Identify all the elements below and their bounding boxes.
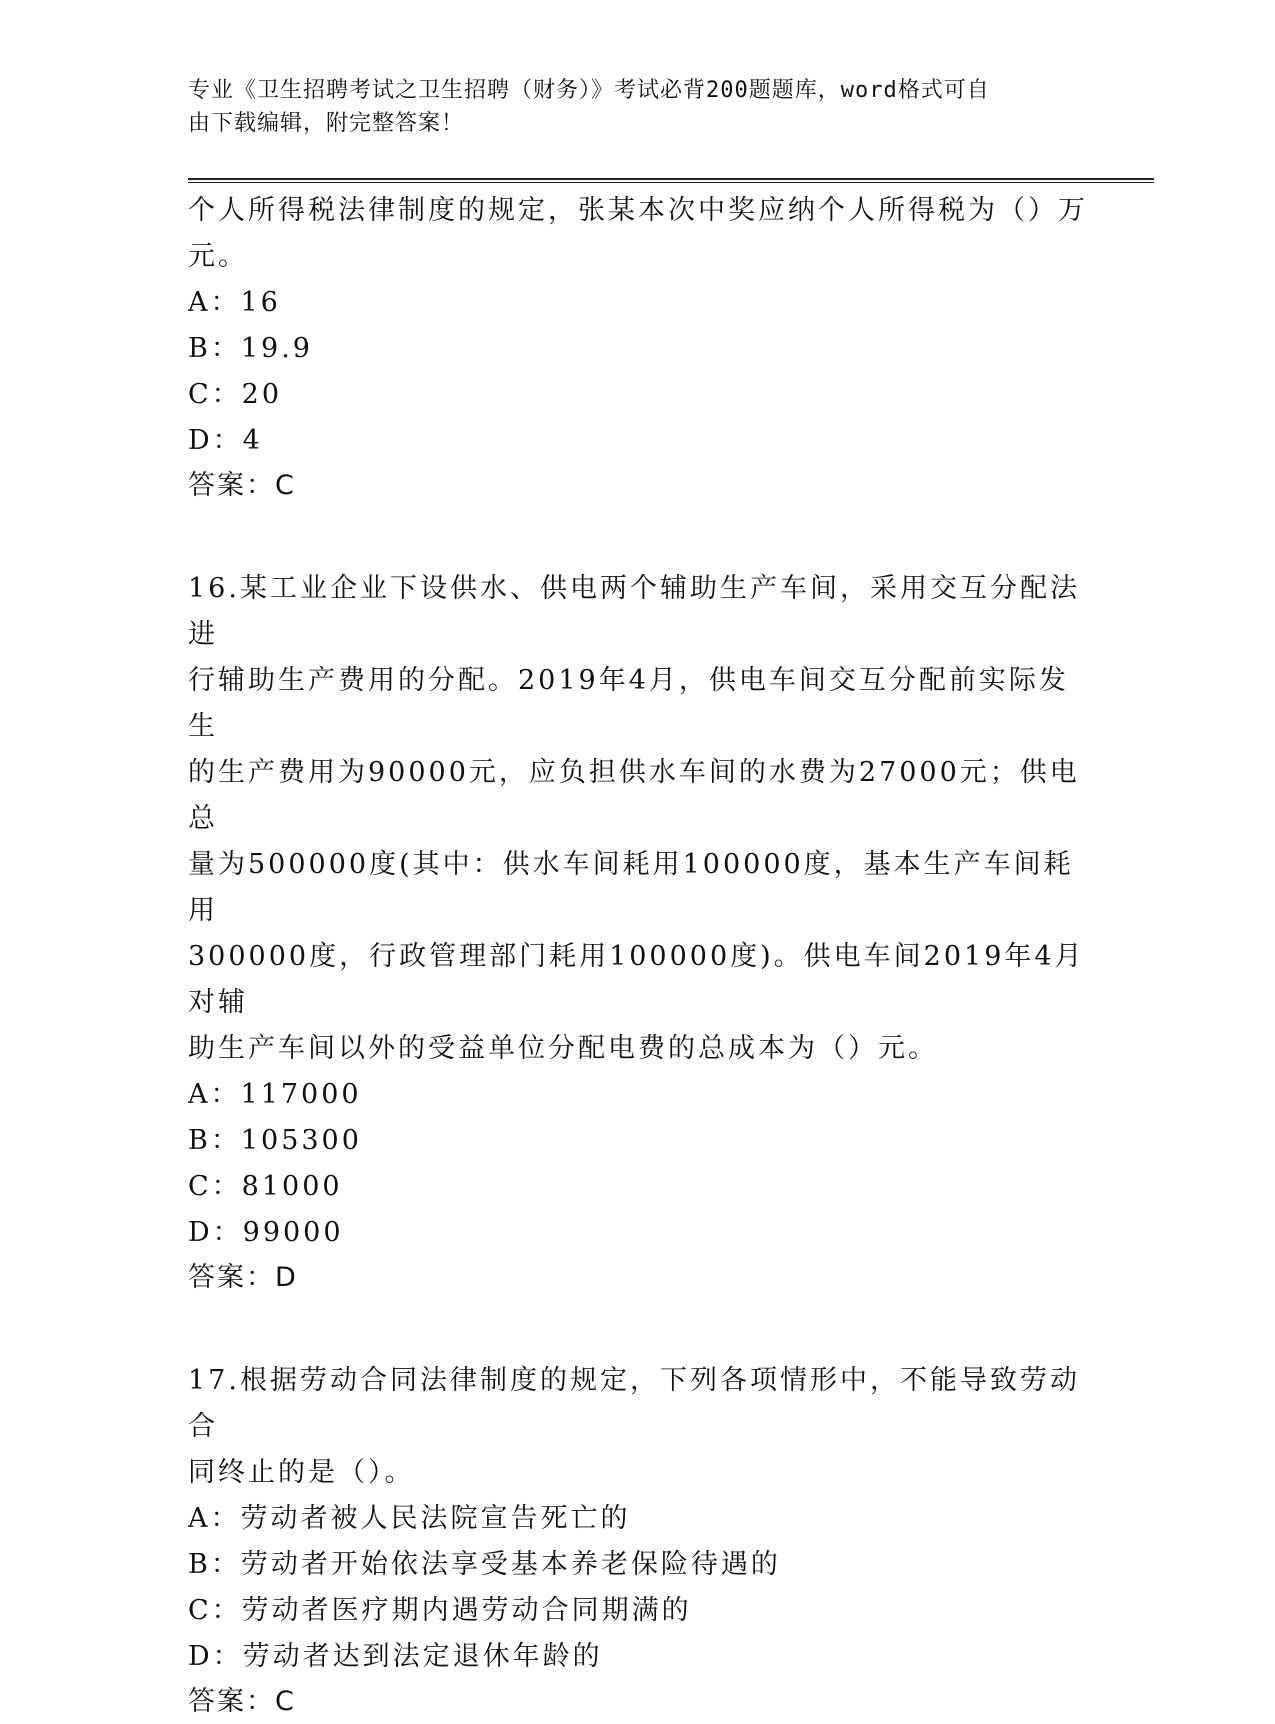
header-line-2: 由下载编辑，附完整答案！ [188,111,465,136]
option-d: D：99000 [188,1217,344,1248]
question-stem-line: 的生产费用为90000元，应负担供水车间的水费为27000元；供电总 [188,757,1080,834]
question-stem-line: 同终止的是（）。 [188,1457,415,1488]
option-c: C：劳动者医疗期内遇劳动合同期满的 [188,1595,692,1626]
question-stem-line: 17.根据劳动合同法律制度的规定，下列各项情形中，不能导致劳动合 [188,1365,1080,1442]
option-c: C：81000 [188,1171,343,1202]
question-stem-line: 行辅助生产费用的分配。2019年4月，供电车间交互分配前实际发生 [188,665,1069,742]
answer-line: 答案：D [188,1262,298,1293]
question-stem-line: 量为500000度(其中：供水车间耗用100000度，基本生产车间耗用 [188,849,1074,926]
question-stem-line: 16.某工业企业下设供水、供电两个辅助生产车间，采用交互分配法进 [188,573,1080,650]
question-stem-line: 元。 [188,241,248,272]
answer-line: 答案：C [188,470,296,501]
option-a: A：16 [188,287,281,318]
answer-line: 答案：C [188,1686,296,1717]
question-block [188,1358,1088,1724]
option-b: B：19.9 [188,333,313,364]
header-line-1: 专业《卫生招聘考试之卫生招聘（财务）》考试必背200题题库，word格式可自 [188,78,990,103]
option-d: D：劳动者达到法定退休年龄的 [188,1641,603,1672]
document-header [188,74,1088,140]
option-c: C：20 [188,379,283,410]
question-stem-line: 助生产车间以外的受益单位分配电费的总成本为（）元。 [188,1033,938,1064]
header-divider [188,178,1154,183]
option-d: D：4 [188,425,263,456]
option-a: A：劳动者被人民法院宣告死亡的 [188,1503,631,1534]
question-block [188,188,1088,508]
option-b: B：105300 [188,1125,362,1156]
option-b: B：劳动者开始依法享受基本养老保险待遇的 [188,1549,781,1580]
question-stem-line: 个人所得税法律制度的规定，张某本次中奖应纳个人所得税为（）万 [188,195,1088,226]
question-block [188,566,1088,1300]
question-stem-line: 300000度，行政管理部门耗用100000度)。供电车间2019年4月对辅 [188,941,1085,1018]
option-a: A：117000 [188,1079,362,1110]
question-list [188,188,1088,1724]
